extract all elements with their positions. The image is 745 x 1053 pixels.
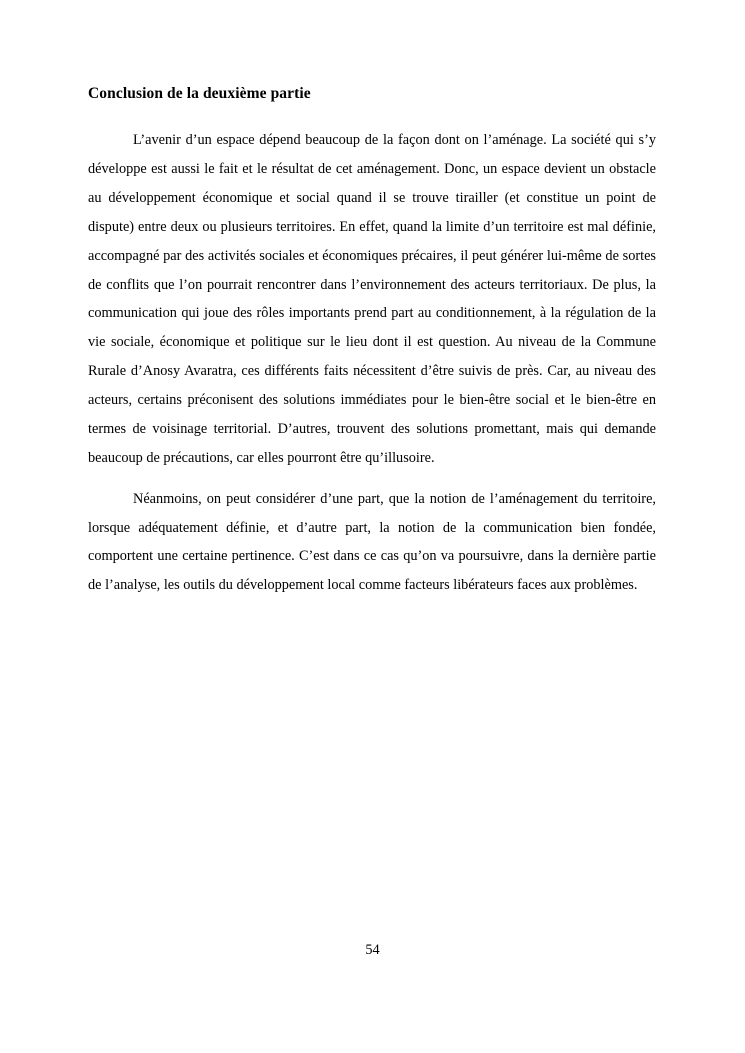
body-paragraph: Néanmoins, on peut considérer d’une part, que la notion de l’aménagement du territoire, lorsque adéquatement définie, et d’autre part, la notion de la communication bien fondée, comportent une certaine pertinence. C’est dans ce cas qu’on va poursuivre, dans la dernière partie de l’analyse, les outils du développement local comme facteurs libérateurs faces aux problèmes. [88, 490, 656, 594]
page-title: Conclusion de la deuxième partie [88, 85, 311, 102]
body-paragraph: L’avenir d’un espace dépend beaucoup de la façon dont on l’aménage. La société qui s’y développe est aussi le fait et le résultat de cet aménagement. Donc, un espace devient un obstacle au développement économique et social quand il se trouve tirailler (et constitue un point de dispute) entre deux ou plusieurs territoires. En effet, quand la limite d’un territoire est mal définie, accompagné par des activités sociales et économiques précaires, il peut générer lui-même de sortes de conflits que l’on pourrait rencontrer dans l’environnement des acteurs territoriaux. De plus, la communication qui joue des rôles importants prend part au conditionnement, à la régulation de la vie sociale, économique et politique sur le lieu dont il est question. Au niveau de la Commune Rurale d’Anosy Avaratra, ces différents faits nécessitent d’être suivis de près. Car, au niveau des acteurs, certains préconisent des solutions immédiates pour le bien-être social et le bien-être en termes de voisinage territorial. D’autres, trouvent des solutions promettant, mais qui demande beaucoup de précautions, car elles pourront être qu’illusoire. [88, 132, 656, 466]
page-content [88, 84, 656, 600]
page-number: 54 [365, 942, 380, 958]
